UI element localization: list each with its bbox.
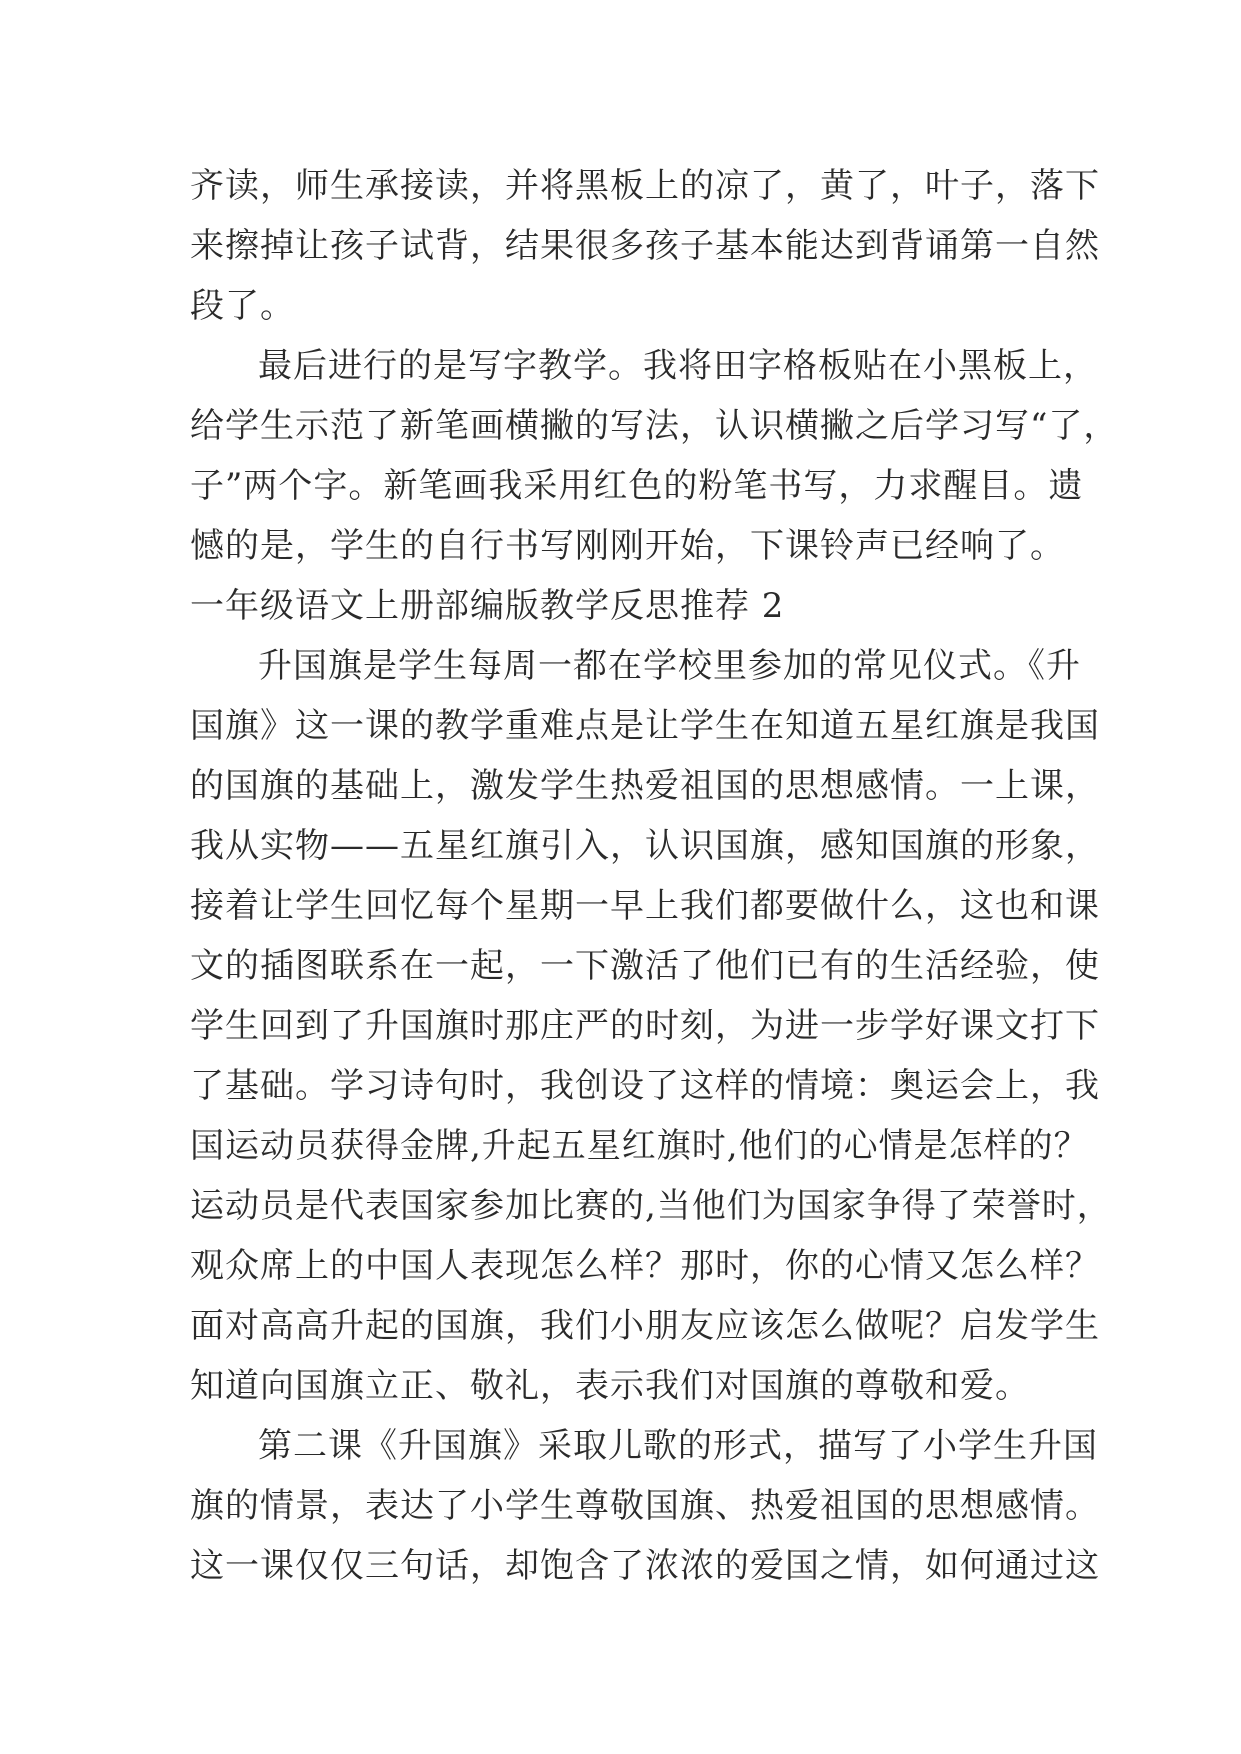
paragraph-line: 最后进行的是写字教学。我将田字格板贴在小黑板上， — [258, 346, 1098, 386]
paragraph-line: 升国旗是学生每周一都在学校里参加的常见仪式。《升 — [258, 646, 1081, 686]
paragraph-1 — [190, 156, 1100, 336]
paragraph-line: 这一课仅仅三句话，却饱含了浓浓的爱国之情，如何通过这 — [190, 1546, 1100, 1586]
paragraph-line: 国旗》这一课的教学重难点是让学生在知道五星红旗是我国 — [190, 706, 1100, 746]
paragraph-line: 接着让学生回忆每个星期一早上我们都要做什么，这也和课 — [190, 886, 1100, 926]
paragraph-line: 面对高高升起的国旗，我们小朋友应该怎么做呢？启发学生 — [190, 1306, 1100, 1346]
paragraph-line: 运动员是代表国家参加比赛的,当他们为国家争得了荣誉时， — [190, 1186, 1112, 1226]
paragraph-line: 齐读，师生承接读，并将黑板上的凉了，黄了，叶子，落下 — [190, 166, 1100, 206]
paragraph-line: 文的插图联系在一起，一下激活了他们已有的生活经验，使 — [190, 946, 1100, 986]
paragraph-line: 了基础。学习诗句时，我创设了这样的情境：奥运会上，我 — [190, 1066, 1100, 1106]
paragraph-3 — [190, 636, 1112, 1416]
paragraph-line: 的国旗的基础上，激发学生热爱祖国的思想感情。一上课， — [190, 766, 1100, 806]
paragraph-line: 我从实物——五星红旗引入，认识国旗，感知国旗的形象， — [190, 826, 1100, 866]
paragraph-line: 观众席上的中国人表现怎么样？那时，你的心情又怎么样？ — [190, 1246, 1100, 1286]
paragraph-line: 子”两个字。新笔画我采用红色的粉笔书写，力求醒目。遗 — [190, 466, 1084, 506]
paragraph-line: 段了。 — [190, 286, 295, 326]
paragraph-line: 知道向国旗立正、敬礼，表示我们对国旗的尊敬和爱。 — [190, 1366, 1030, 1406]
paragraph-line: 国运动员获得金牌,升起五星红旗时,他们的心情是怎样的？ — [190, 1126, 1089, 1166]
section-heading: 一年级语文上册部编版教学反思推荐 2 — [190, 586, 785, 626]
paragraph-line: 憾的是，学生的自行书写刚刚开始，下课铃声已经响了。 — [190, 526, 1065, 566]
paragraph-line: 旗的情景，表达了小学生尊敬国旗、热爱祖国的思想感情。 — [190, 1486, 1100, 1526]
paragraph-line: 第二课《升国旗》采取儿歌的形式，描写了小学生升国 — [258, 1426, 1098, 1466]
paragraph-line: 学生回到了升国旗时那庄严的时刻，为进一步学好课文打下 — [190, 1006, 1100, 1046]
paragraph-line: 来擦掉让孩子试背，结果很多孩子基本能达到背诵第一自然 — [190, 226, 1100, 266]
paragraph-2 — [190, 336, 1119, 576]
paragraph-4 — [190, 1416, 1100, 1596]
paragraph-line: 给学生示范了新笔画横撇的写法，认识横撇之后学习写“了， — [190, 406, 1119, 446]
document-page — [190, 156, 1119, 1596]
